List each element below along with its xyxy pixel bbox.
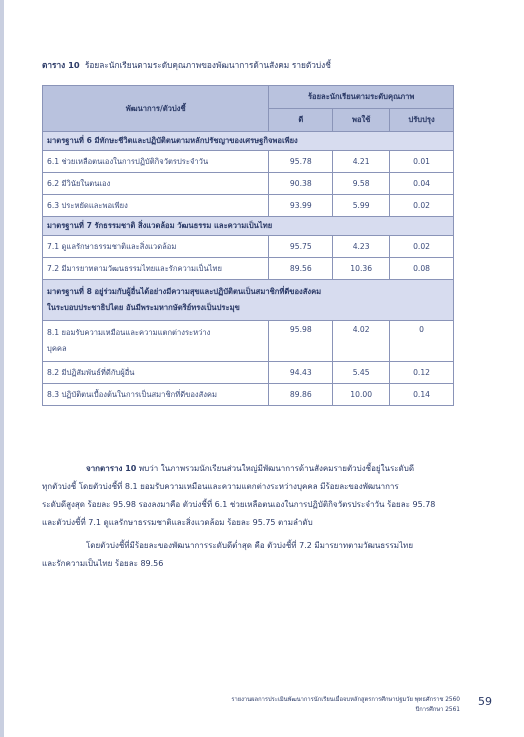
footer-report-title: รายงานผลการประเมินพัฒนาการนักเรียนเมื่อจบหลักสูตรการศึกษาปฐมวัย พุทธศักราช 2560 <box>231 697 460 703</box>
value-good: 90.38 <box>269 173 333 195</box>
caption-label: ตาราง 10 <box>42 60 80 70</box>
value-good: 95.98 <box>269 321 333 362</box>
table-row <box>43 173 454 195</box>
development-table <box>42 85 454 406</box>
table-caption <box>42 58 502 72</box>
table-row <box>43 362 454 384</box>
standard-8-line1: มาตรฐานที่ 8 อยู่ร่วมกับผู้อื่นได้อย่างมีความสุขและปฏิบัติตนเป็นสมาชิกที่ดีของสังคม <box>47 287 322 296</box>
header-improve: ปรับปรุง <box>390 109 454 132</box>
standard-row <box>43 280 454 321</box>
value-good: 89.56 <box>269 258 333 280</box>
indicator-label: 8.2 มีปฏิสัมพันธ์ที่ดีกับผู้อื่น <box>43 362 269 384</box>
header-good: ดี <box>269 109 333 132</box>
value-good: 89.86 <box>269 384 333 406</box>
paragraph2-line2: และรักความเป็นไทย ร้อยละ 89.56 <box>42 559 164 568</box>
standard-7: มาตรฐานที่ 7 รักธรรมชาติ สิ่งแวดล้อม วัฒนธรรม และความเป็นไทย <box>43 217 454 236</box>
table-row <box>43 151 454 173</box>
indicator-label: 6.2 มีวินัยในตนเอง <box>43 173 269 195</box>
table-row <box>43 258 454 280</box>
indicator-label-line1: 8.1 ยอมรับความเหมือนและความแตกต่างระหว่าง <box>47 328 211 337</box>
header-row <box>43 86 454 109</box>
table-row <box>43 384 454 406</box>
value-good: 94.43 <box>269 362 333 384</box>
value-improve: 0.14 <box>390 384 454 406</box>
standard-row <box>43 217 454 236</box>
value-improve: 0.12 <box>390 362 454 384</box>
header-fair: พอใช้ <box>333 109 390 132</box>
value-fair: 10.00 <box>333 384 390 406</box>
indicator-label-line2: บุคคล <box>47 344 67 353</box>
value-improve: 0.04 <box>390 173 454 195</box>
standard-6: มาตรฐานที่ 6 มีทักษะชีวิตและปฏิบัติตนตามหลักปรัชญาของเศรษฐกิจพอเพียง <box>43 132 454 151</box>
value-fair: 5.99 <box>333 195 390 217</box>
page-edge-strip <box>0 0 4 737</box>
caption-text: ร้อยละนักเรียนตามระดับคุณภาพของพัฒนาการด้านสังคม รายตัวบ่งชี้ <box>84 60 331 70</box>
paragraph1-line4: และตัวบ่งชี้ที่ 7.1 ดูแลรักษาธรรมชาติและสิ่งแวดล้อม ร้อยละ 95.75 ตามลำดับ <box>42 518 313 527</box>
standard-8-line2: ในระบอบประชาธิปไตย อันมีพระมหากษัตริย์ทรงเป็นประมุข <box>47 303 240 312</box>
paragraph1-line2: ทุกตัวบ่งชี้ โดยตัวบ่งชี้ที่ 8.1 ยอมรับความเหมือนและความแตกต่างระหว่างบุคคล มีร้อยละของพัฒนาการ <box>42 482 399 491</box>
value-fair: 5.45 <box>333 362 390 384</box>
value-fair: 4.21 <box>333 151 390 173</box>
indicator-label <box>43 321 269 362</box>
value-fair: 10.36 <box>333 258 390 280</box>
indicator-label: 6.3 ประหยัดและพอเพียง <box>43 195 269 217</box>
table-row <box>43 195 454 217</box>
footer-academic-year: ปีการศึกษา 2561 <box>415 707 460 713</box>
paragraph1-line1-text: พบว่า ในภาพรวมนักเรียนส่วนใหญ่มีพัฒนาการด้านสังคมรายตัวบ่งชี้อยู่ในระดับดี <box>136 464 415 473</box>
header-indicator: พัฒนาการ/ตัวบ่งชี้ <box>43 86 269 132</box>
paragraph2-line1: โดยตัวบ่งชี้ที่มีร้อยละของพัฒนาการระดับดีต่ำสุด คือ ตัวบ่งชี้ที่ 7.2 มีมารยาทตามวัฒนธรรมไทย <box>86 541 414 550</box>
paragraph1-line3: ระดับดีสูงสุด ร้อยละ 95.98 รองลงมาคือ ตัวบ่งชี้ที่ 6.1 ช่วยเหลือตนเองในการปฏิบัติกิจวัตรประจำวัน ร้อยละ 95.78 <box>42 500 436 509</box>
value-improve: 0.01 <box>390 151 454 173</box>
indicator-label: 7.1 ดูแลรักษาธรรมชาติและสิ่งแวดล้อม <box>43 236 269 258</box>
indicator-label: 8.3 ปฏิบัติตนเบื้องต้นในการเป็นสมาชิกที่ดีของสังคม <box>43 384 269 406</box>
table-row <box>43 321 454 362</box>
value-fair: 9.58 <box>333 173 390 195</box>
page-number: 59 <box>478 695 492 708</box>
indicator-label: 7.2 มีมารยาทตามวัฒนธรรมไทยและรักความเป็นไทย <box>43 258 269 280</box>
value-improve: 0.02 <box>390 236 454 258</box>
value-good: 95.78 <box>269 151 333 173</box>
value-improve: 0.02 <box>390 195 454 217</box>
indicator-label: 6.1 ช่วยเหลือตนเองในการปฏิบัติกิจวัตรประจำวัน <box>43 151 269 173</box>
value-fair: 4.23 <box>333 236 390 258</box>
standard-row <box>43 132 454 151</box>
table-row <box>43 236 454 258</box>
header-percent-group: ร้อยละนักเรียนตามระดับคุณภาพ <box>269 86 454 109</box>
value-improve: 0 <box>390 321 454 362</box>
value-good: 95.75 <box>269 236 333 258</box>
value-good: 93.99 <box>269 195 333 217</box>
standard-8 <box>43 280 454 321</box>
value-improve: 0.08 <box>390 258 454 280</box>
value-fair: 4.02 <box>333 321 390 362</box>
paragraph1-lead: จากตาราง 10 <box>86 464 137 473</box>
paragraph1-line1 <box>86 462 414 475</box>
